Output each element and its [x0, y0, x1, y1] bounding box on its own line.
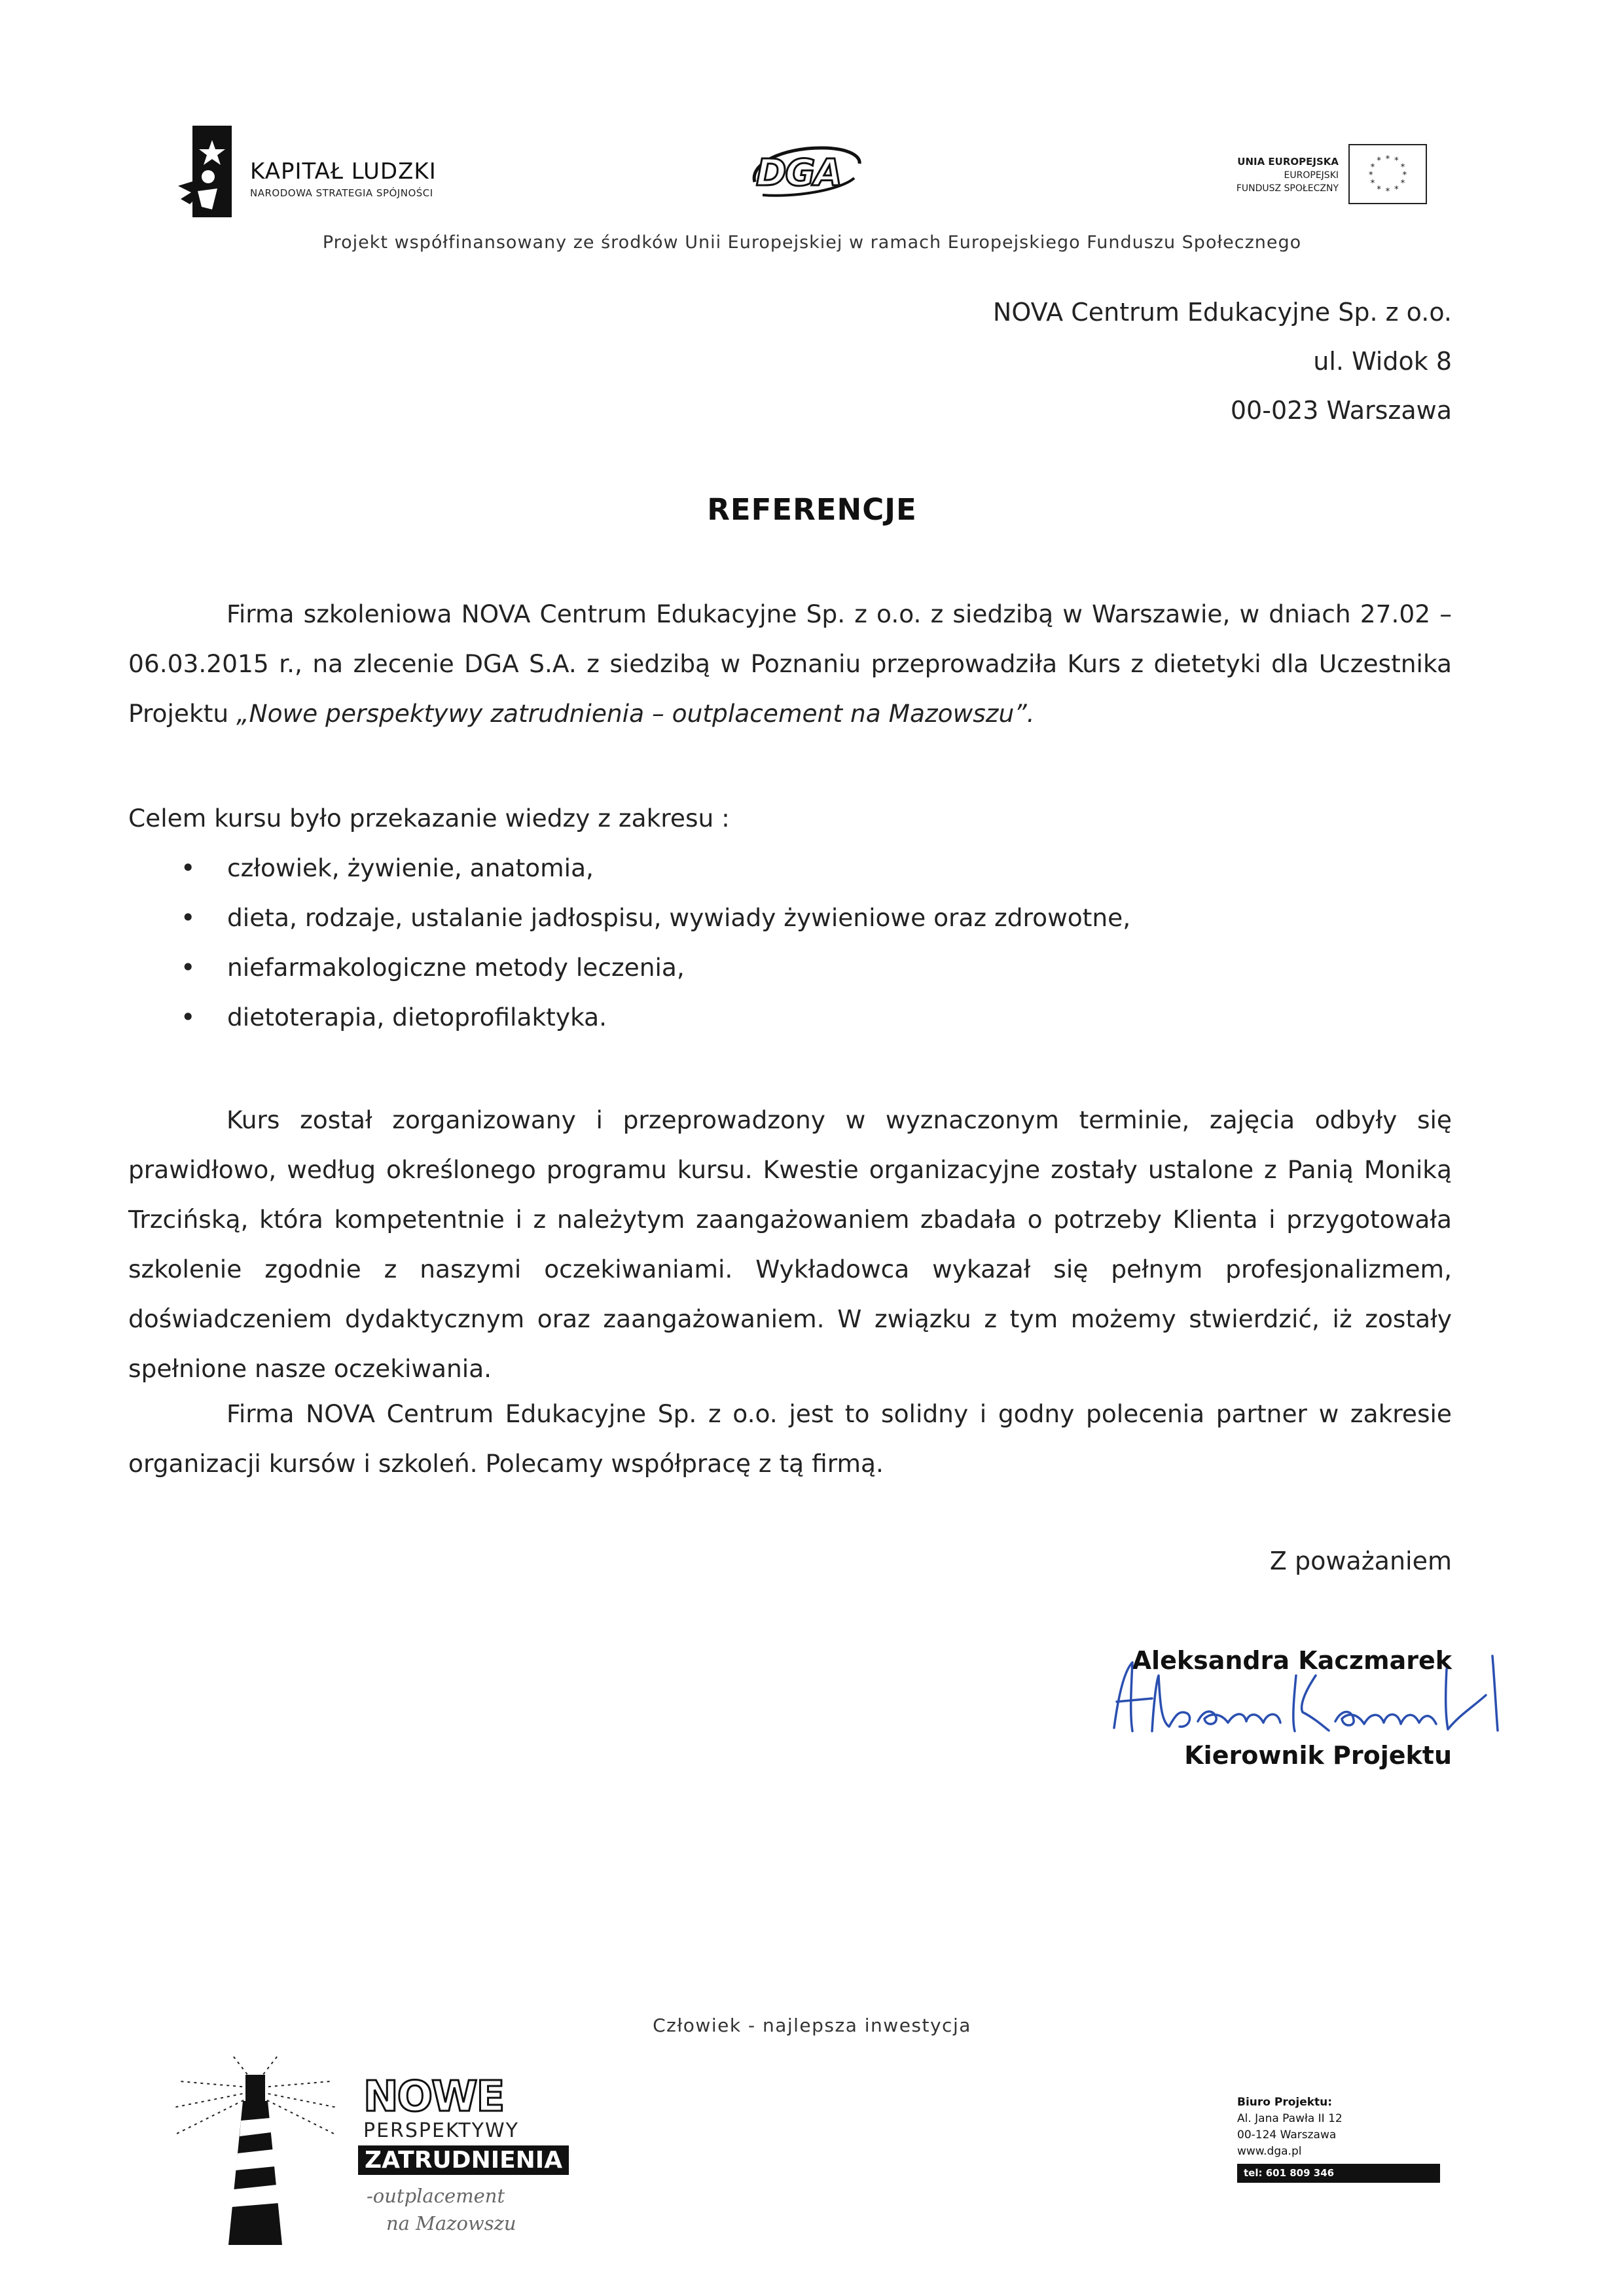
- svg-text:*: *: [1394, 185, 1399, 195]
- office-street: Al. Jana Pawła II 12: [1237, 2112, 1343, 2125]
- svg-text:*: *: [1385, 154, 1390, 164]
- svg-text:*: *: [1377, 185, 1381, 195]
- dga-logo-text: DGA: [756, 152, 841, 194]
- scope-list: [128, 843, 1130, 1042]
- handwritten-signature: [1106, 1649, 1512, 1748]
- svg-text:*: *: [1377, 156, 1381, 166]
- paragraph-recommendation-text: Firma NOVA Centrum Edukacyjne Sp. z o.o. jest to solidny i godny polecenia partner w zakresie organizacji kursów i szkoleń. Polecamy współpracę z tą firmą.: [128, 1399, 1452, 1478]
- kapital-ludzki-logo: [178, 126, 518, 217]
- list-item: • człowiek, żywienie, anatomia,: [128, 843, 1130, 893]
- svg-text:*: *: [1400, 179, 1405, 189]
- recipient-company: NOVA Centrum Edukacyjne Sp. z o.o.: [992, 298, 1452, 327]
- svg-text:*: *: [1385, 187, 1390, 197]
- office-phone: tel: 601 809 346: [1237, 2164, 1440, 2183]
- nowe-perspektywy-tagline-1: -outplacement: [367, 2185, 505, 2207]
- paragraph-intro-text: Firma szkoleniowa NOVA Centrum Edukacyjne Sp. z o.o. z siedzibą w Warszawie, w dniach 27.02 – 06.03.2015 r., na zlecenie DGA S.A. z siedzibą w Poznaniu przeprowadziła Kurs z dietetyki dla Uczestnika Projektu: [128, 600, 1452, 728]
- svg-text:*: *: [1402, 170, 1407, 181]
- recipient-city: 00-023 Warszawa: [1230, 396, 1452, 425]
- eu-efs-logo: [1178, 144, 1427, 209]
- svg-text:*: *: [1370, 179, 1375, 189]
- svg-text:*: *: [1394, 156, 1399, 166]
- svg-text:*: *: [1370, 162, 1375, 173]
- cofinancing-note: Projekt współfinansowany ze środków Unii Europejskiej w ramach Europejskiego Funduszu Społecznego: [322, 232, 1302, 253]
- svg-text:*: *: [1400, 162, 1405, 173]
- kapital-ludzki-subtitle: NARODOWA STRATEGIA SPÓJNOŚCI: [250, 187, 433, 199]
- list-item: • dietoterapia, dietoprofilaktyka.: [128, 992, 1130, 1042]
- eu-flag-icon: [1348, 144, 1427, 204]
- document-title: REFERENCJE: [707, 492, 917, 527]
- office-title: Biuro Projektu:: [1237, 2096, 1333, 2109]
- closing-regards: Z poważaniem: [1269, 1547, 1452, 1575]
- nowe-perspektywy-banner: ZATRUDNIENIA: [358, 2145, 569, 2175]
- dga-logo: [743, 144, 867, 203]
- paragraph-scope: Celem kursu było przekazanie wiedzy z zakresu :: [128, 804, 730, 833]
- recipient-street: ul. Widok 8: [1313, 347, 1452, 376]
- nowe-perspektywy-title: NOWE: [363, 2073, 504, 2121]
- kapital-ludzki-title: KAPITAŁ LUDZKI: [250, 158, 437, 185]
- eu-logo-line-2: EUROPEJSKI: [1284, 170, 1339, 181]
- list-item: • niefarmakologiczne metody leczenia,: [128, 942, 1130, 992]
- kapital-ludzki-emblem-icon: [178, 126, 237, 217]
- nowe-perspektywy-tagline-2: na Mazowszu: [386, 2212, 516, 2234]
- office-website: www.dga.pl: [1237, 2145, 1302, 2158]
- footer-motto: Człowiek - najlepsza inwestycja: [653, 2015, 971, 2036]
- list-item: • dieta, rodzaje, ustalanie jadłospisu, wywiady żywieniowe oraz zdrowotne,: [128, 893, 1130, 942]
- svg-text:*: *: [1368, 170, 1373, 181]
- signatory-name: Aleksandra Kaczmarek: [1132, 1646, 1452, 1675]
- nowe-perspektywy-subtitle: PERSPEKTYWY: [363, 2119, 519, 2142]
- lighthouse-icon: [167, 2055, 344, 2251]
- project-office-info: [1237, 2094, 1440, 2183]
- eu-logo-line-1: UNIA EUROPEJSKA: [1237, 156, 1339, 168]
- project-name: „Nowe perspektywy zatrudnienia – outplacement na Mazowszu”.: [236, 699, 1035, 728]
- paragraph-recommendation: [128, 1389, 1452, 1488]
- eu-logo-line-3: FUNDUSZ SPOŁECZNY: [1236, 183, 1339, 194]
- office-city: 00-124 Warszawa: [1237, 2128, 1337, 2142]
- paragraph-evaluation-text: Kurs został zorganizowany i przeprowadzony w wyznaczonym terminie, zajęcia odbyły się prawidłowo, według określonego programu kursu. Kwestie organizacyjne zostały ustalone z Panią Moniką Trzcińską, która kompetentnie i z należytym zaangażowaniem zbadała o potrzeby Klienta i przygotowała szkolenie zgodnie z naszymi oczekiwaniami. Wykładowca wykazał się pełnym profesjonalizmem, doświadczeniem dydaktycznym oraz zaangażowaniem. W związku z tym możemy stwierdzić, iż zostały spełnione nasze oczekiwania.: [128, 1105, 1452, 1383]
- nowe-perspektywy-logo: [167, 2055, 573, 2251]
- paragraph-intro: [128, 589, 1452, 738]
- signatory-role: Kierownik Projektu: [1184, 1741, 1452, 1770]
- paragraph-evaluation: [128, 1095, 1452, 1393]
